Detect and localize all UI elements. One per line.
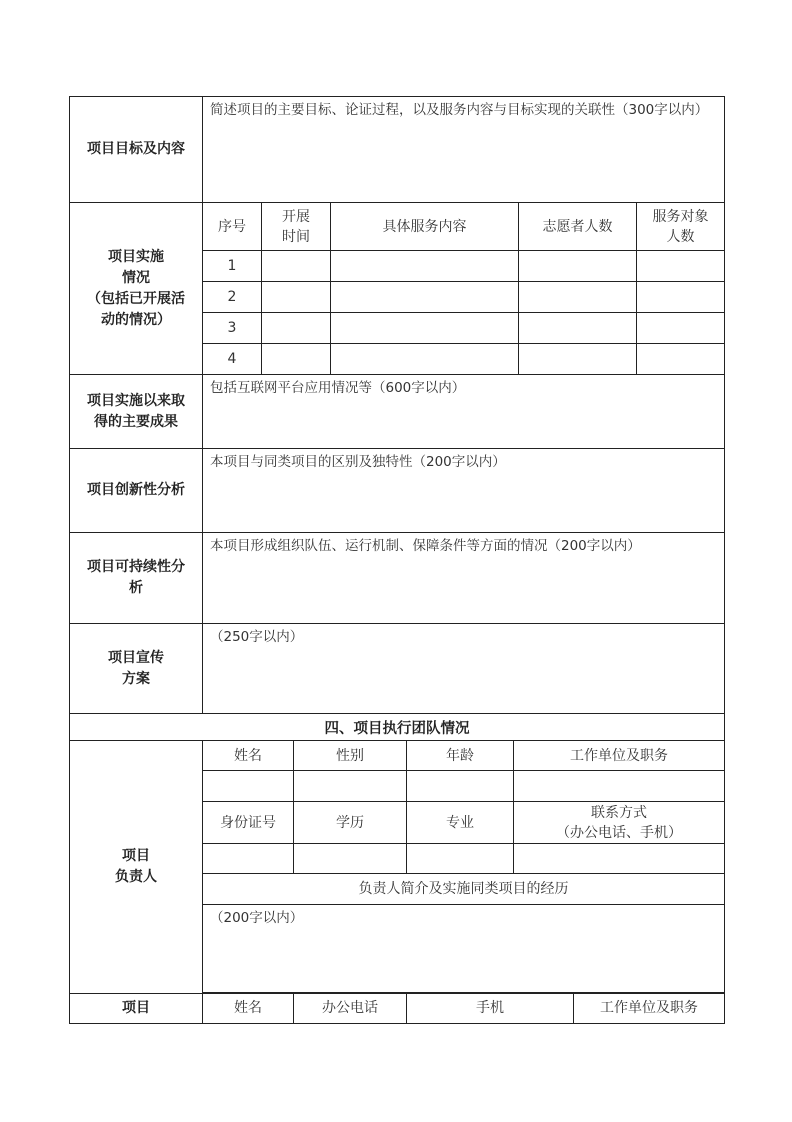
promotion-note: （250字以内） [210,629,304,645]
content-cell[interactable] [331,313,519,344]
implementation-label-line: 项目实施 [108,248,164,265]
goal-input-area[interactable] [203,97,725,203]
results-label-line: 项目实施以来取 [87,392,185,409]
innovation-note: 本项目与同类项目的区别及独特性（200字以内） [210,454,506,470]
time-cell[interactable] [262,282,331,313]
leader-gender-header: 性别 [294,741,407,771]
goal-section [69,96,725,203]
leader-major-field[interactable] [407,844,514,874]
content-cell[interactable] [331,282,519,313]
promotion-label-line: 方案 [122,670,150,687]
volunteers-cell[interactable] [519,282,637,313]
sustainability-note: 本项目形成组织队伍、运行机制、保障条件等方面的情况（200字以内） [210,538,641,554]
served-cell[interactable] [637,251,725,282]
promotion-label-line: 项目宣传 [108,649,164,666]
narrative-sections [69,374,725,741]
innovation-input-area[interactable] [203,449,725,533]
implementation-label-line: 动的情况） [101,311,171,328]
sustainability-label [70,533,203,624]
row-number: 3 [203,313,262,344]
results-label-line: 得的主要成果 [94,413,178,430]
leader-name-header: 姓名 [203,741,294,771]
time-cell[interactable] [262,251,331,282]
time-cell[interactable] [262,313,331,344]
section-4-title: 四、项目执行团队情况 [70,714,725,741]
row-number: 1 [203,251,262,282]
leader-contact-header-line: 联系方式 [591,804,647,821]
row-number: 4 [203,344,262,375]
implementation-label [70,203,203,375]
leader-section [69,740,725,994]
implementation-section [69,202,725,375]
leader-contact-header-line: （办公电话、手机） [556,824,682,841]
leader-edu-header: 学历 [294,802,407,844]
leader-bio-header: 负责人简介及实施同类项目的经历 [203,874,725,905]
volunteers-cell[interactable] [519,251,637,282]
served-header [637,203,725,251]
leader-gender-field[interactable] [294,771,407,802]
sustainability-label-line: 析 [129,580,143,596]
leader-label [70,741,203,994]
implementation-label-line: （包括已开展活 [87,290,185,307]
time-header-line: 开展 [282,208,310,225]
implementation-label-line: 情况 [122,269,150,286]
time-header-line: 时间 [282,228,310,245]
goal-note: 简述项目的主要目标、论证过程，以及服务内容与目标实现的关联性（300字以内） [210,102,709,118]
leader-label-line: 负责人 [115,868,157,885]
goal-label: 项目目标及内容 [70,97,203,203]
row-number: 2 [203,282,262,313]
innovation-label: 项目创新性分析 [70,449,203,533]
time-cell[interactable] [262,344,331,375]
leader-age-field[interactable] [407,771,514,802]
contact-office-header: 办公电话 [294,993,407,1023]
leader-major-header: 专业 [407,802,514,844]
served-header-line: 服务对象 [652,208,709,225]
contact-name-header: 姓名 [203,993,294,1023]
served-cell[interactable] [637,344,725,375]
sustainability-label-line: 项目可持续性分 [87,559,185,575]
application-form-page [69,96,724,1024]
results-label [70,375,203,449]
served-cell[interactable] [637,282,725,313]
leader-bio-input-area[interactable] [203,905,725,993]
leader-name-field[interactable] [203,771,294,802]
leader-work-header: 工作单位及职务 [514,741,725,771]
leader-work-field[interactable] [514,771,725,802]
content-cell[interactable] [331,344,519,375]
leader-label-line: 项目 [122,847,150,864]
leader-age-header: 年龄 [407,741,514,771]
results-note: 包括互联网平台应用情况等（600字以内） [210,380,466,396]
leader-contact-field[interactable] [514,844,725,874]
volunteers-cell[interactable] [519,344,637,375]
leader-contact-header [514,802,725,844]
content-cell[interactable] [331,251,519,282]
contact-work-header: 工作单位及职务 [574,993,725,1023]
leader-id-header: 身份证号 [203,802,294,844]
contact-section [69,993,725,1024]
served-header-line: 人数 [666,228,695,245]
sustainability-input-area[interactable] [203,533,725,624]
served-cell[interactable] [637,313,725,344]
leader-id-field[interactable] [203,844,294,874]
promotion-input-area[interactable] [203,624,725,714]
content-header: 具体服务内容 [331,203,519,251]
results-input-area[interactable] [203,375,725,449]
contact-mobile-header: 手机 [407,993,574,1023]
time-header [262,203,331,251]
seq-header: 序号 [203,203,262,251]
promotion-label [70,624,203,714]
contact-label: 项目 [70,993,203,1023]
volunteers-cell[interactable] [519,313,637,344]
leader-bio-note: （200字以内） [210,910,304,926]
volunteers-header: 志愿者人数 [519,203,637,251]
leader-edu-field[interactable] [294,844,407,874]
